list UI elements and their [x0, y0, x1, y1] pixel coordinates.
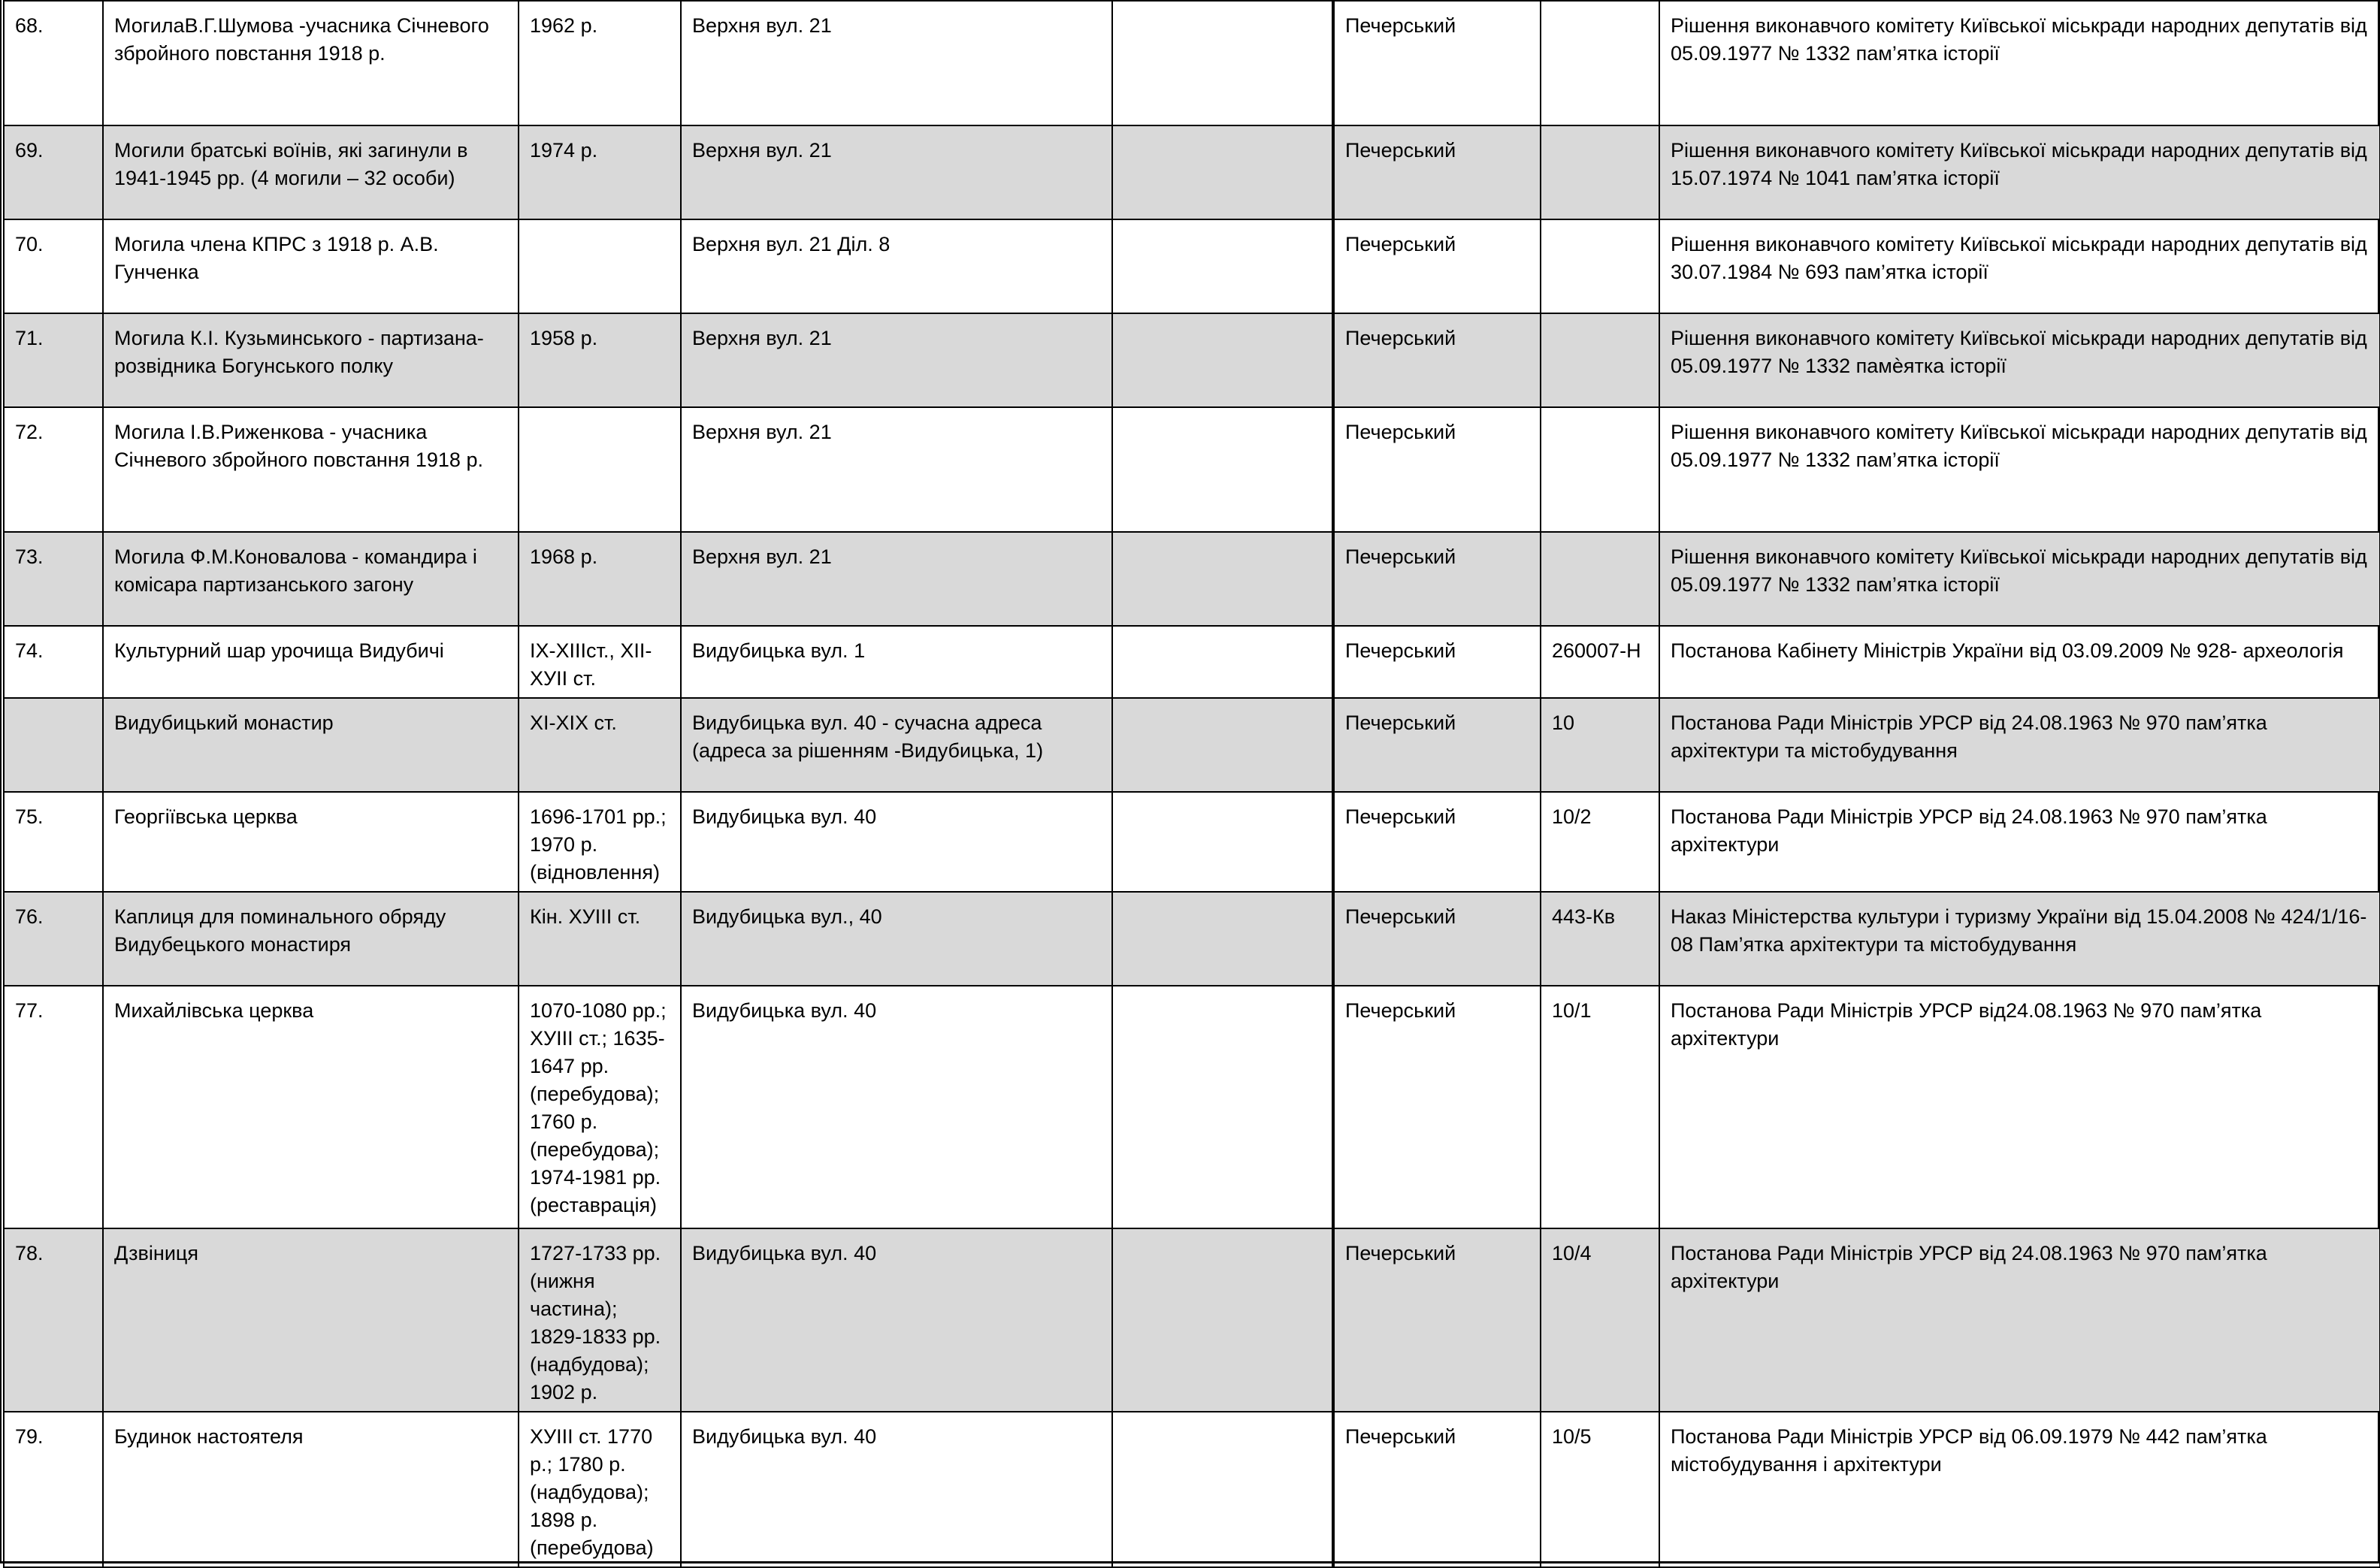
- object-name-cell: Могили братські воїнів, які загинули в 1941-1945 рр. (4 могили – 32 особи): [103, 125, 519, 219]
- protection-number-cell: [1541, 313, 1659, 407]
- legal-document-cell: Постанова Ради Міністрів УРСР від 24.08.1963 № 970 пам’ятка архітектури та містобудування: [1659, 698, 2380, 792]
- dating-cell: 1958 р.: [519, 313, 681, 407]
- protection-number-cell: [1541, 125, 1659, 219]
- district-cell: Печерський: [1333, 1, 1541, 125]
- object-name-cell: Каплиця для поминального обряду Видубецького монастиря: [103, 892, 519, 986]
- row-number-cell: 76.: [4, 892, 103, 986]
- table-row: [4, 532, 2380, 626]
- row-number-cell: 75.: [4, 792, 103, 892]
- table-row: [4, 313, 2380, 407]
- empty-cell: [1112, 219, 1333, 313]
- object-name-cell: Могила Ф.М.Коновалова - командира і комісара партизанського загону: [103, 532, 519, 626]
- address-cell: Видубицька вул. 40: [681, 986, 1112, 1228]
- empty-cell: [1112, 407, 1333, 532]
- table-row: [4, 1412, 2380, 1567]
- dating-cell: [519, 407, 681, 532]
- legal-document-cell: Рішення виконавчого комітету Київської міськради народних депутатів від 15.07.1974 № 1041 пам’ятка історії: [1659, 125, 2380, 219]
- row-number-cell: 68.: [4, 1, 103, 125]
- address-cell: Верхня вул. 21: [681, 407, 1112, 532]
- legal-document-cell: Рішення виконавчого комітету Київської міськради народних депутатів від 05.09.1977 № 1332 пам’ятка історії: [1659, 532, 2380, 626]
- dating-cell: ІХ-ХІІІст., ХІІ-ХУІІ ст.: [519, 626, 681, 698]
- object-name-cell: Дзвіниця: [103, 1228, 519, 1412]
- empty-cell: [1112, 1412, 1333, 1567]
- district-cell: Печерський: [1333, 532, 1541, 626]
- district-cell: Печерський: [1333, 892, 1541, 986]
- table-row: [4, 219, 2380, 313]
- empty-cell: [1112, 626, 1333, 698]
- empty-cell: [1112, 1228, 1333, 1412]
- table-row: [4, 1228, 2380, 1412]
- dating-cell: 1974 р.: [519, 125, 681, 219]
- row-number-cell: 73.: [4, 532, 103, 626]
- object-name-cell: МогилаВ.Г.Шумова -учасника Січневого збройного повстання 1918 р.: [103, 1, 519, 125]
- protection-number-cell: 443-Кв: [1541, 892, 1659, 986]
- address-cell: Видубицька вул., 40: [681, 892, 1112, 986]
- district-cell: Печерський: [1333, 1228, 1541, 1412]
- row-number-cell: 78.: [4, 1228, 103, 1412]
- address-cell: Видубицька вул. 40: [681, 1228, 1112, 1412]
- dating-cell: 1962 р.: [519, 1, 681, 125]
- dating-cell: 1968 р.: [519, 532, 681, 626]
- protection-number-cell: 10/1: [1541, 986, 1659, 1228]
- legal-document-cell: Рішення виконавчого комітету Київської міськради народних депутатів від 05.09.1977 № 1332 пам’ятка історії: [1659, 1, 2380, 125]
- dating-cell: [519, 219, 681, 313]
- address-cell: Верхня вул. 21: [681, 1, 1112, 125]
- table-row: [4, 892, 2380, 986]
- row-number-cell: 79.: [4, 1412, 103, 1567]
- legal-document-cell: Постанова Кабінету Міністрів України від 03.09.2009 № 928- археологія: [1659, 626, 2380, 698]
- address-cell: Видубицька вул. 40: [681, 792, 1112, 892]
- address-cell: Видубицька вул. 40 - сучасна адреса (адреса за рішенням -Видубицька, 1): [681, 698, 1112, 792]
- legal-document-cell: Постанова Ради Міністрів УРСР від 24.08.1963 № 970 пам’ятка архітектури: [1659, 792, 2380, 892]
- protection-number-cell: 10: [1541, 698, 1659, 792]
- object-name-cell: Михайлівська церква: [103, 986, 519, 1228]
- table-row: [4, 792, 2380, 892]
- object-name-cell: Могила К.І. Кузьминського - партизана-розвідника Богунського полку: [103, 313, 519, 407]
- object-name-cell: Видубицький монастир: [103, 698, 519, 792]
- dating-cell: 1696-1701 рр.; 1970 р. (відновлення): [519, 792, 681, 892]
- empty-cell: [1112, 792, 1333, 892]
- empty-cell: [1112, 313, 1333, 407]
- protection-number-cell: 10/2: [1541, 792, 1659, 892]
- legal-document-cell: Постанова Ради Міністрів УРСР від 06.09.1979 № 442 пам’ятка містобудування і архітектури: [1659, 1412, 2380, 1567]
- table-row: [4, 407, 2380, 532]
- empty-cell: [1112, 986, 1333, 1228]
- address-cell: Видубицька вул. 1: [681, 626, 1112, 698]
- empty-cell: [1112, 698, 1333, 792]
- object-name-cell: Будинок настоятеля: [103, 1412, 519, 1567]
- district-cell: Печерський: [1333, 125, 1541, 219]
- empty-cell: [1112, 1, 1333, 125]
- empty-cell: [1112, 125, 1333, 219]
- protection-number-cell: 260007-Н: [1541, 626, 1659, 698]
- address-cell: Видубицька вул. 40: [681, 1412, 1112, 1567]
- protection-number-cell: 10/4: [1541, 1228, 1659, 1412]
- object-name-cell: Могила І.В.Риженкова - учасника Січневого збройного повстання 1918 р.: [103, 407, 519, 532]
- table-row: [4, 698, 2380, 792]
- protection-number-cell: [1541, 1, 1659, 125]
- district-cell: Печерський: [1333, 698, 1541, 792]
- empty-cell: [1112, 892, 1333, 986]
- row-number-cell: [4, 698, 103, 792]
- protection-number-cell: 10/5: [1541, 1412, 1659, 1567]
- legal-document-cell: Постанова Ради Міністрів УРСР від24.08.1963 № 970 пам’ятка архітектури: [1659, 986, 2380, 1228]
- monuments-register-table: [3, 0, 2380, 1568]
- row-number-cell: 74.: [4, 626, 103, 698]
- address-cell: Верхня вул. 21: [681, 313, 1112, 407]
- table-row: [4, 986, 2380, 1228]
- dating-cell: ХУІІІ ст. 1770 р.; 1780 р. (надбудова); 1898 р. (перебудова): [519, 1412, 681, 1567]
- district-cell: Печерський: [1333, 1412, 1541, 1567]
- address-cell: Верхня вул. 21: [681, 125, 1112, 219]
- table-row: [4, 626, 2380, 698]
- address-cell: Верхня вул. 21 Діл. 8: [681, 219, 1112, 313]
- row-number-cell: 70.: [4, 219, 103, 313]
- protection-number-cell: [1541, 219, 1659, 313]
- row-number-cell: 69.: [4, 125, 103, 219]
- district-cell: Печерський: [1333, 986, 1541, 1228]
- legal-document-cell: Постанова Ради Міністрів УРСР від 24.08.1963 № 970 пам’ятка архітектури: [1659, 1228, 2380, 1412]
- object-name-cell: Георгіївська церква: [103, 792, 519, 892]
- district-cell: Печерський: [1333, 313, 1541, 407]
- empty-cell: [1112, 532, 1333, 626]
- row-number-cell: 77.: [4, 986, 103, 1228]
- object-name-cell: Могила члена КПРС з 1918 р. А.В. Гунченка: [103, 219, 519, 313]
- dating-cell: Кін. ХУІІІ ст.: [519, 892, 681, 986]
- protection-number-cell: [1541, 532, 1659, 626]
- address-cell: Верхня вул. 21: [681, 532, 1112, 626]
- district-cell: Печерський: [1333, 407, 1541, 532]
- district-cell: Печерський: [1333, 219, 1541, 313]
- table-row: [4, 1, 2380, 125]
- legal-document-cell: Наказ Міністерства культури і туризму України від 15.04.2008 № 424/1/16-08 Пам’ятка архітектури та містобудування: [1659, 892, 2380, 986]
- legal-document-cell: Рішення виконавчого комітету Київської міськради народних депутатів від 05.09.1977 № 1332 пам’ятка історії: [1659, 407, 2380, 532]
- district-cell: Печерський: [1333, 626, 1541, 698]
- legal-document-cell: Рішення виконавчого комітету Київської міськради народних депутатів від 30.07.1984 № 693 пам’ятка історії: [1659, 219, 2380, 313]
- dating-cell: 1070-1080 рр.; ХУІІІ ст.; 1635-1647 рр. (перебудова); 1760 р. (перебудова); 1974-1981 рр. (реставрація): [519, 986, 681, 1228]
- legal-document-cell: Рішення виконавчого комітету Київської міськради народних депутатів від 05.09.1977 № 1332 памѐятка історії: [1659, 313, 2380, 407]
- row-number-cell: 72.: [4, 407, 103, 532]
- row-number-cell: 71.: [4, 313, 103, 407]
- table-row: [4, 125, 2380, 219]
- district-cell: Печерський: [1333, 792, 1541, 892]
- object-name-cell: Культурний шар урочища Видубичі: [103, 626, 519, 698]
- dating-cell: 1727-1733 рр. (нижня частина); 1829-1833 рр. (надбудова); 1902 р.: [519, 1228, 681, 1412]
- dating-cell: ХІ-ХІХ ст.: [519, 698, 681, 792]
- protection-number-cell: [1541, 407, 1659, 532]
